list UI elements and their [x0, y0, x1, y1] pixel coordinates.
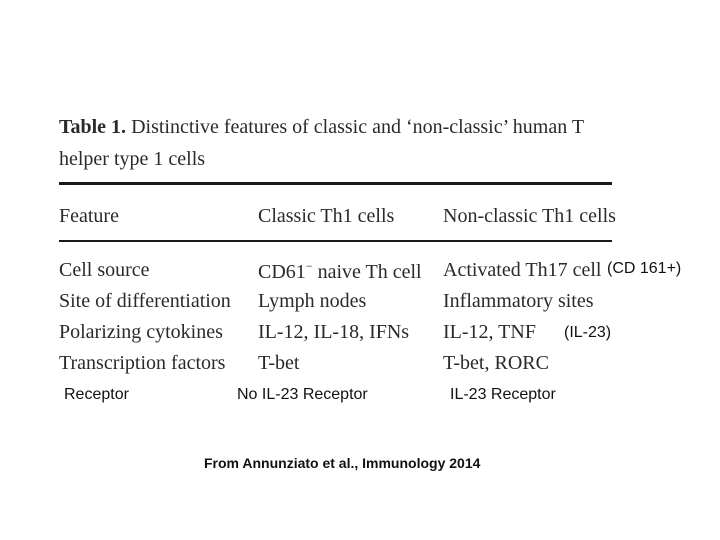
header-classic-th1: Classic Th1 cells [258, 205, 395, 227]
row-feature-transcription: Transcription factors [59, 352, 226, 374]
naive-th-text: naive Th cell [312, 261, 422, 283]
table-caption-label: Table 1. [59, 116, 127, 138]
row-nonclassic-cytokines: IL-12, TNF [443, 321, 536, 343]
table-caption-title: Distinctive features of classic and ‘non-classic’ human T [131, 116, 585, 138]
table-header-rule [59, 240, 612, 242]
row-nonclassic-transcription: T-bet, RORC [443, 352, 549, 374]
row-feature-cytokines: Polarizing cytokines [59, 321, 223, 343]
table-caption-line-1 [59, 116, 584, 139]
annotation-il23: (IL-23) [564, 324, 612, 341]
annotation-receptor-label: Receptor [64, 386, 129, 403]
table-top-rule [59, 182, 612, 185]
table-caption-line-2: helper type 1 cells [59, 148, 206, 170]
annotation-classic-receptor: No IL-23 Receptor [237, 386, 368, 403]
annotation-nonclassic-receptor: IL-23 Receptor [450, 386, 556, 403]
header-nonclassic-th1: Non-classic Th1 cells [443, 205, 616, 227]
header-feature: Feature [59, 205, 119, 227]
row-feature-cell-source: Cell source [59, 259, 150, 281]
row-classic-cytokines: IL-12, IL-18, IFNs [258, 321, 410, 343]
row-nonclassic-cell-source: Activated Th17 cell [443, 259, 602, 281]
row-classic-cell-source [258, 260, 422, 282]
row-classic-site: Lymph nodes [258, 290, 367, 312]
row-feature-site: Site of differentiation [59, 290, 231, 312]
cd61-text: CD61 [258, 261, 306, 283]
row-classic-transcription: T-bet [258, 352, 300, 374]
cd61-superscript: − [305, 259, 313, 273]
source-credit: From Annunziato et al., Immunology 2014 [204, 455, 481, 471]
annotation-cd161: (CD 161+) [607, 260, 682, 277]
row-nonclassic-site: Inflammatory sites [443, 290, 594, 312]
